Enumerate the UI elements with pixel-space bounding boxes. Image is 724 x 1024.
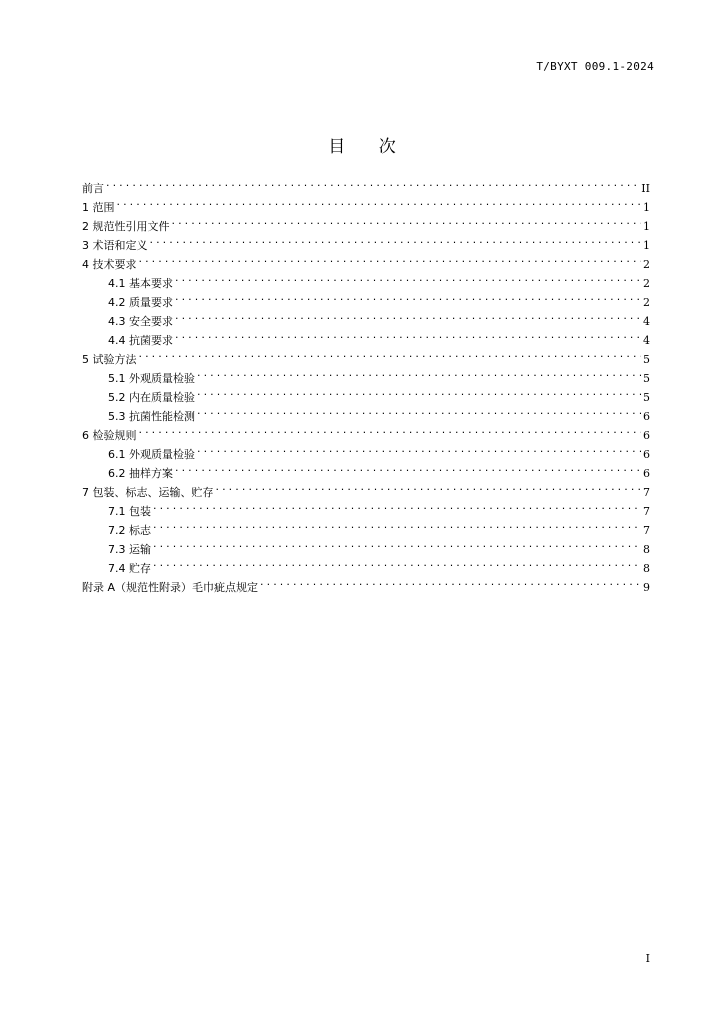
toc-entry-label: 5 试验方法 <box>82 353 137 366</box>
toc-entry-page: II <box>641 182 650 195</box>
toc-entry-label: 6.2 抽样方案 <box>108 467 173 480</box>
toc-entry-page: 7 <box>643 505 650 518</box>
toc-entry-page: 9 <box>643 581 650 594</box>
toc-leader-dots <box>216 477 642 496</box>
toc-entry-page: 7 <box>643 486 650 499</box>
page-number: I <box>645 952 650 965</box>
toc-entry-page: 6 <box>643 467 650 480</box>
document-code: T/BYXT 009.1-2024 <box>536 60 654 73</box>
toc-entry-label: 4.1 基本要求 <box>108 277 173 290</box>
toc-leader-dots <box>139 249 642 268</box>
toc-entry-label: 6 检验规则 <box>82 429 137 442</box>
toc-entry-page: 8 <box>643 562 650 575</box>
toc-entry-label: 7.1 包装 <box>108 505 151 518</box>
toc-entry-label: 4.4 抗菌要求 <box>108 334 173 347</box>
toc-leader-dots <box>197 439 641 458</box>
toc-entry-page: 5 <box>643 372 650 385</box>
toc-entry-page: 1 <box>643 201 650 214</box>
toc-entry[interactable] <box>82 553 650 575</box>
toc-entry-label: 4.2 质量要求 <box>108 296 173 309</box>
toc-leader-dots <box>139 344 642 363</box>
toc-entry[interactable] <box>82 192 650 214</box>
toc-entry-label: 5.1 外观质量检验 <box>108 372 195 385</box>
toc-leader-dots <box>117 192 642 211</box>
toc-entry-page: 6 <box>643 448 650 461</box>
toc-entry-page: 4 <box>643 315 650 328</box>
toc-leader-dots <box>153 496 641 515</box>
toc-entry[interactable] <box>82 268 650 290</box>
toc-title: 目 次 <box>328 137 410 157</box>
toc-leader-dots <box>175 325 641 344</box>
toc-entry-label: 7.2 标志 <box>108 524 151 537</box>
toc-leader-dots <box>172 211 642 230</box>
toc-entry-label: 7 包装、标志、运输、贮存 <box>82 486 214 499</box>
toc-entry-label: 附录 A（规范性附录）毛巾疵点规定 <box>82 581 259 594</box>
toc-entry-page: 5 <box>643 353 650 366</box>
toc-entry[interactable] <box>82 344 650 366</box>
toc-leader-dots <box>197 363 641 382</box>
toc-entry-page: 4 <box>643 334 650 347</box>
toc-leader-dots <box>260 572 641 591</box>
toc-entry[interactable] <box>82 439 650 461</box>
toc-entry-label: 2 规范性引用文件 <box>82 220 170 233</box>
toc-entry-label: 4.3 安全要求 <box>108 315 173 328</box>
toc-entry[interactable] <box>82 515 650 537</box>
toc-leader-dots <box>197 401 641 420</box>
toc-leader-dots <box>175 306 641 325</box>
toc-entry-label: 5.3 抗菌性能检测 <box>108 410 195 423</box>
toc-entry[interactable] <box>82 363 650 385</box>
toc-entry[interactable] <box>82 173 650 195</box>
toc-leader-dots <box>106 173 639 192</box>
toc-leader-dots <box>139 420 642 439</box>
toc-entry[interactable] <box>82 249 650 271</box>
toc-entry-page: 1 <box>643 239 650 252</box>
toc-leader-dots <box>150 230 642 249</box>
toc-leader-dots <box>175 268 641 287</box>
toc-entry[interactable] <box>82 534 650 556</box>
toc-entry-page: 1 <box>643 220 650 233</box>
toc-entry[interactable] <box>82 420 650 442</box>
toc-entry-label: 6.1 外观质量检验 <box>108 448 195 461</box>
toc-entry-page: 6 <box>643 429 650 442</box>
toc-entry-page: 2 <box>643 277 650 290</box>
toc-entry-label: 7.3 运输 <box>108 543 151 556</box>
toc-leader-dots <box>153 553 641 572</box>
toc-entry-page: 2 <box>643 296 650 309</box>
toc-entry-page: 6 <box>643 410 650 423</box>
toc-entry[interactable] <box>82 496 650 518</box>
table-of-contents <box>82 173 650 594</box>
toc-entry[interactable] <box>82 230 650 252</box>
toc-entry-label: 1 范围 <box>82 201 115 214</box>
toc-leader-dots <box>175 458 641 477</box>
toc-entry-label: 4 技术要求 <box>82 258 137 271</box>
toc-entry-label: 前言 <box>82 182 104 195</box>
toc-entry-page: 7 <box>643 524 650 537</box>
toc-entry[interactable] <box>82 211 650 233</box>
toc-entry-label: 7.4 贮存 <box>108 562 151 575</box>
toc-leader-dots <box>175 287 641 306</box>
toc-leader-dots <box>197 382 641 401</box>
toc-entry-page: 2 <box>643 258 650 271</box>
toc-entry-page: 5 <box>643 391 650 404</box>
toc-entry[interactable] <box>82 572 650 594</box>
toc-leader-dots <box>153 515 641 534</box>
toc-leader-dots <box>153 534 641 553</box>
toc-entry-label: 5.2 内在质量检验 <box>108 391 195 404</box>
toc-entry-page: 8 <box>643 543 650 556</box>
toc-entry-label: 3 术语和定义 <box>82 239 148 252</box>
